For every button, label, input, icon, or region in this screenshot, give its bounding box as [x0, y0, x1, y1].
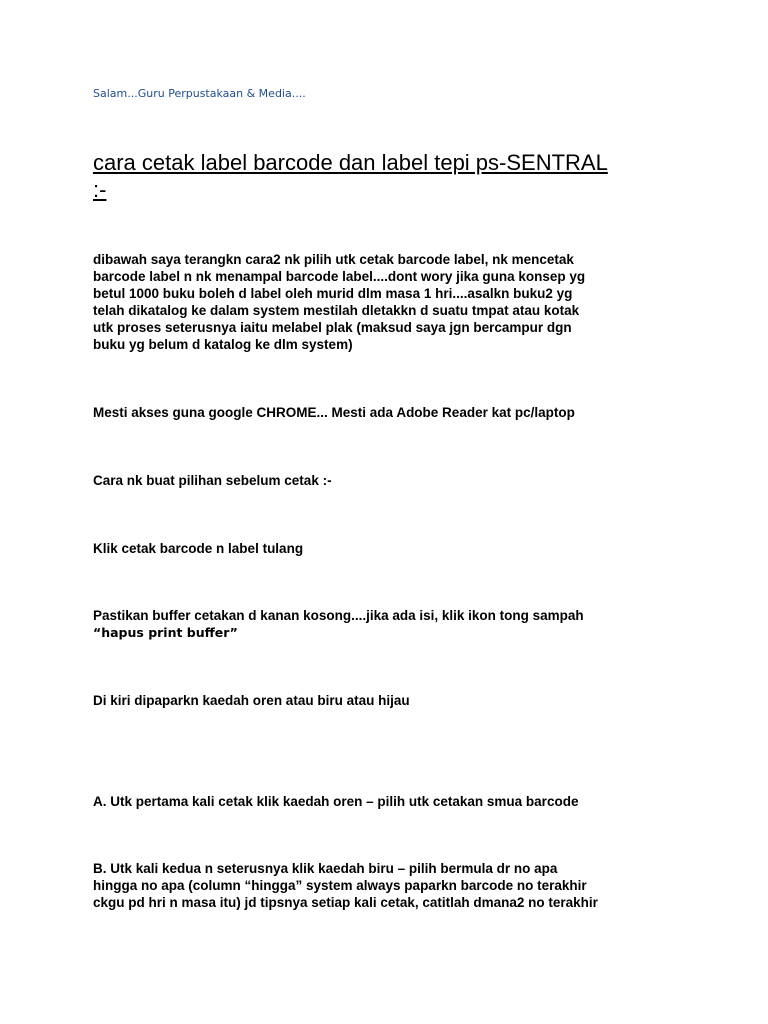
- step-b-paragraph: [93, 860, 693, 911]
- methods-intro-paragraph: [93, 692, 693, 709]
- step-b-line: ckgu pd hri n masa itu) jd tipsnya setiap kali cetak, catitlah dmana2 no terakhir: [93, 895, 598, 910]
- options-intro-line: Cara nk buat pilihan sebelum cetak :-: [93, 473, 332, 488]
- intro-line: telah dikatalog ke dalam system mestilah dletakkn d suatu tmpat atau kotak: [93, 303, 580, 318]
- requirement-paragraph: [93, 404, 693, 421]
- step-click-line: Klik cetak barcode n label tulang: [93, 541, 304, 556]
- buffer-line: Pastikan buffer cetakan d kanan kosong....jika ada isi, klik ikon tong sampah: [93, 608, 584, 623]
- step-click-paragraph: [93, 540, 693, 557]
- intro-line: utk proses seterusnya iaitu melabel plak (maksud saya jgn bercampur dgn: [93, 320, 572, 335]
- intro-paragraph: [93, 251, 693, 353]
- intro-line: dibawah saya terangkn cara2 nk pilih utk cetak barcode label, nk mencetak: [93, 252, 574, 267]
- options-intro-paragraph: [93, 472, 693, 489]
- greeting-text: Salam...Guru Perpustakaan & Media....: [93, 87, 306, 100]
- buffer-line: “hapus print buffer”: [93, 625, 238, 640]
- step-b-line: hingga no apa (column “hingga” system always paparkn barcode no terakhir: [93, 878, 587, 893]
- step-a-line: A. Utk pertama kali cetak klik kaedah oren – pilih utk cetakan smua barcode: [93, 794, 579, 809]
- step-a-paragraph: [93, 793, 693, 810]
- document-title: [93, 149, 693, 203]
- requirement-line: Mesti akses guna google CHROME... Mesti ada Adobe Reader kat pc/laptop: [93, 405, 575, 420]
- buffer-paragraph: [93, 607, 693, 641]
- intro-line: barcode label n nk menampal barcode label....dont wory jika guna konsep yg: [93, 269, 586, 284]
- title-line: :-: [93, 177, 107, 202]
- intro-line: buku yg belum d katalog ke dlm system): [93, 337, 353, 352]
- methods-intro-line: Di kiri dipaparkn kaedah oren atau biru atau hijau: [93, 693, 410, 708]
- intro-line: betul 1000 buku boleh d label oleh murid dlm masa 1 hri....asalkn buku2 yg: [93, 286, 573, 301]
- step-b-line: B. Utk kali kedua n seterusnya klik kaedah biru – pilih bermula dr no apa: [93, 861, 558, 876]
- title-line: cara cetak label barcode dan label tepi ps-SENTRAL: [93, 150, 608, 175]
